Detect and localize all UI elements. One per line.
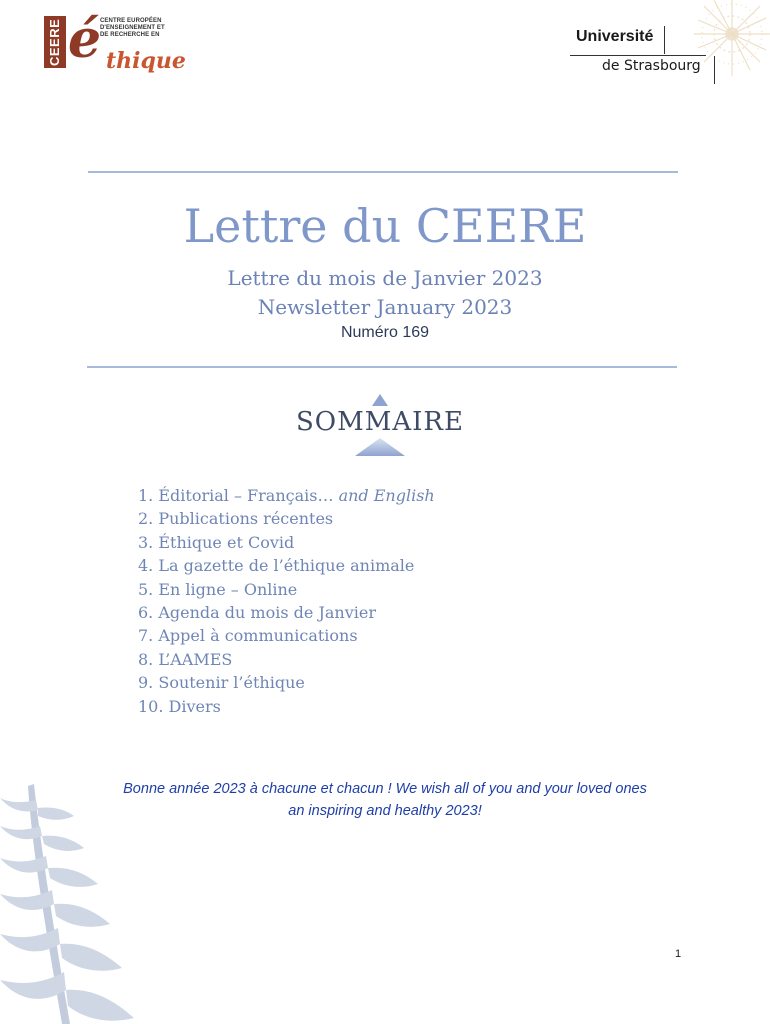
toc-item-agenda[interactable]: 6. Agenda du mois de Janvier (138, 603, 376, 623)
ceere-badge: CEERE (44, 16, 66, 68)
page-number: 1 (674, 948, 682, 960)
logo-divider (570, 55, 706, 56)
org-line-2: D'ENSEIGNEMENT ET (100, 25, 165, 31)
logo-divider (664, 26, 665, 54)
subtitle-english: Newsletter January 2023 (257, 295, 513, 319)
fern-decoration (0, 780, 140, 1024)
logo-divider (714, 56, 715, 84)
toc-item-editorial[interactable]: 1. Éditorial – Français… and English (138, 486, 435, 505)
triangle-up-icon (372, 394, 388, 406)
table-of-contents (138, 484, 558, 718)
new-year-greeting (60, 778, 710, 822)
toc-item-ethique-covid[interactable]: 3. Éthique et Covid (138, 532, 295, 552)
org-line-3: DE RECHERCHE EN (100, 32, 160, 38)
toc-item-en-ligne[interactable]: 5. En ligne – Online (138, 579, 298, 599)
logo-wordmark: thique (106, 48, 186, 74)
ceere-logo (44, 9, 186, 78)
toc-item-divers[interactable]: 10. Divers (138, 696, 221, 716)
greeting-line-2: an inspiring and healthy 2023! (288, 803, 482, 819)
university-logo (568, 24, 718, 86)
bottom-divider (87, 366, 677, 368)
triangle-down-icon (320, 438, 440, 456)
university-name-line1: Université (576, 28, 654, 45)
top-divider (88, 171, 678, 173)
toc-item-gazette[interactable]: 4. La gazette de l’éthique animale (138, 556, 415, 576)
greeting-line-1: Bonne année 2023 à chacune et chacun ! We wish all of you and your loved ones (123, 781, 647, 797)
sommaire-heading: SOMMAIRE (296, 407, 464, 437)
logo-org-name (100, 18, 180, 39)
logo-e-glyph: é (68, 9, 102, 70)
newsletter-title: Lettre du CEERE (183, 199, 587, 253)
toc-item-soutenir[interactable]: 9. Soutenir l’éthique (138, 673, 305, 693)
university-name-line2: de Strasbourg (602, 58, 701, 74)
subtitle-french: Lettre du mois de Janvier 2023 (227, 266, 543, 290)
toc-item-aames[interactable]: 8. L’AAMES (138, 649, 233, 669)
issue-number: Numéro 169 (340, 324, 430, 341)
org-line-1: CENTRE EUROPÉEN (100, 18, 162, 24)
sommaire-header (290, 394, 470, 464)
toc-item-publications[interactable]: 2. Publications récentes (138, 509, 334, 529)
toc-item-appel[interactable]: 7. Appel à communications (138, 626, 358, 646)
